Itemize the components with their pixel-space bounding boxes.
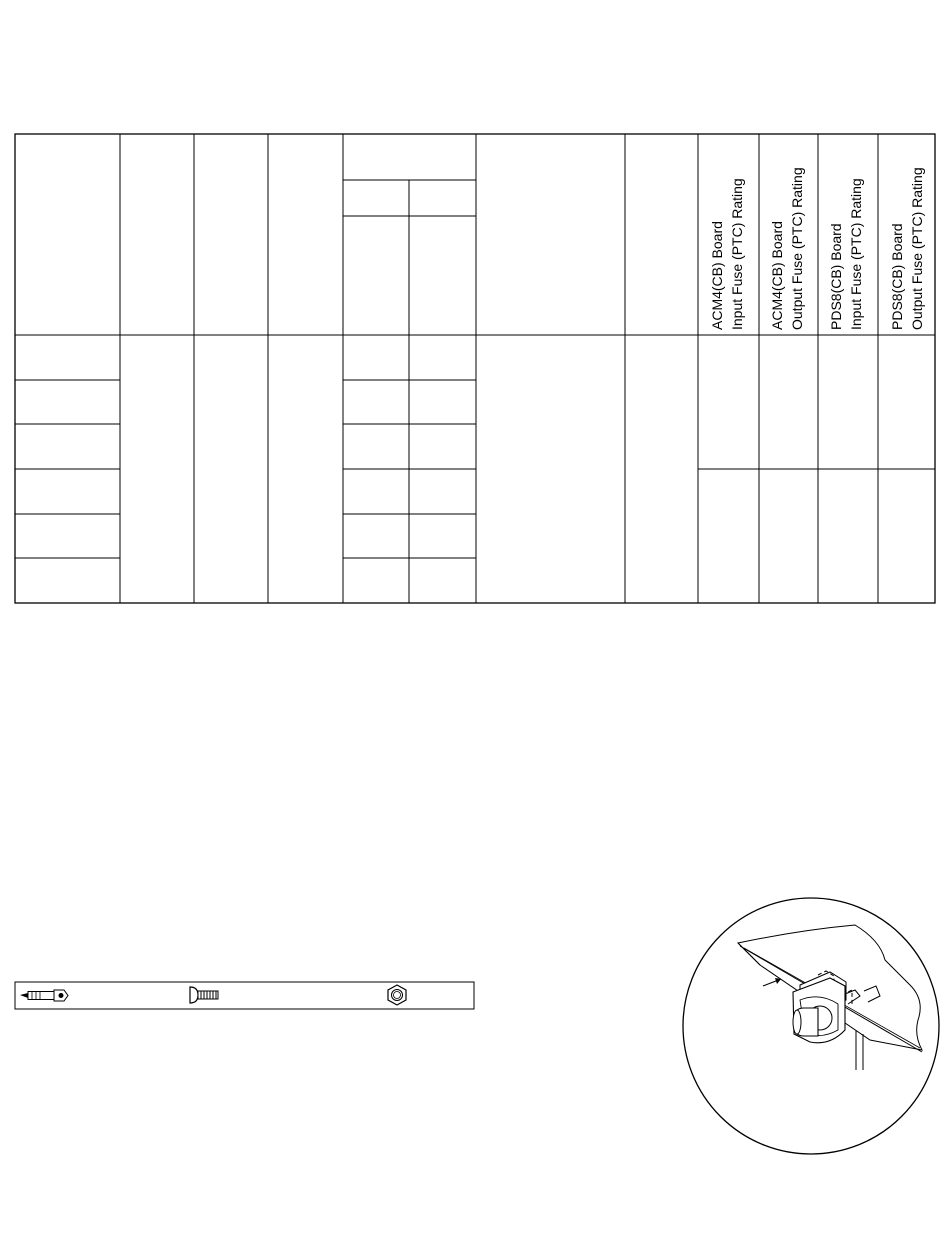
screw-icon	[190, 987, 218, 1003]
header-acm4-output-fuse	[769, 167, 805, 330]
standoff-icon	[20, 990, 68, 1001]
hardware-legend	[15, 982, 474, 1009]
header-pds8-input-fuse	[828, 178, 864, 330]
hex-nut-icon	[388, 985, 406, 1005]
svg-text:Output Fuse (PTC) Rating: Output Fuse (PTC) Rating	[909, 167, 925, 330]
header-acm4-input-fuse	[709, 178, 745, 330]
svg-text:ACM4(CB) Board: ACM4(CB) Board	[709, 221, 725, 330]
fuse-rating-table	[15, 134, 935, 603]
svg-text:PDS8(CB) Board: PDS8(CB) Board	[828, 223, 844, 330]
header-pds8-output-fuse	[889, 167, 925, 330]
svg-text:PDS8(CB) Board: PDS8(CB) Board	[889, 223, 905, 330]
circuit-board-mounting-detail	[683, 898, 939, 1154]
svg-text:Input Fuse (PTC) Rating: Input Fuse (PTC) Rating	[848, 178, 864, 330]
svg-text:Output Fuse (PTC) Rating: Output Fuse (PTC) Rating	[789, 167, 805, 330]
svg-text:Input Fuse (PTC) Rating: Input Fuse (PTC) Rating	[729, 178, 745, 330]
svg-text:ACM4(CB) Board: ACM4(CB) Board	[769, 221, 785, 330]
